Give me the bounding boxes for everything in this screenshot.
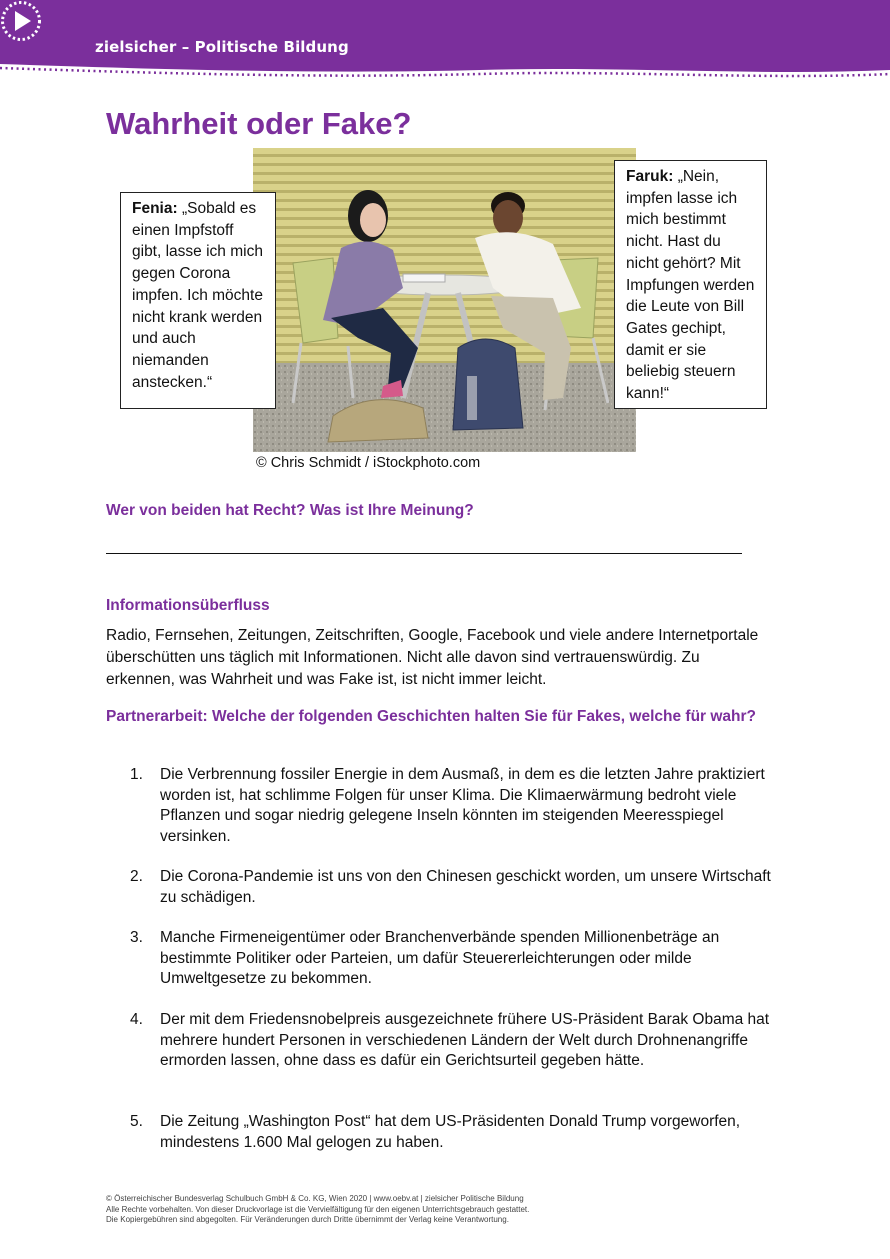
conversation-photo xyxy=(253,148,636,452)
header-banner xyxy=(0,0,890,82)
play-icon xyxy=(0,0,42,42)
speech-bubble-faruk xyxy=(614,160,767,409)
question-opinion: Wer von beiden hat Recht? Was ist Ihre Meinung? xyxy=(106,502,474,519)
list-text: Manche Firmeneigentümer oder Branchenverbände spenden Millionenbeträge an bestimmte Politiker oder Parteien, um dafür Steuererleichterungen oder milde Umweltgesetze zu bekommen. xyxy=(160,929,720,987)
list-text: Die Zeitung „Washington Post“ hat dem US-Präsidenten Donald Trump vorgeworfen, mindestens 1.600 Mal gelogen zu haben. xyxy=(160,1113,741,1151)
answer-line[interactable] xyxy=(106,553,742,554)
photo-credit: © Chris Schmidt / iStockphoto.com xyxy=(256,455,481,471)
list-text: Die Corona-Pandemie ist uns von den Chinesen geschickt worden, um unsere Wirtschaft zu schädigen. xyxy=(160,868,771,906)
information-paragraph: Radio, Fernsehen, Zeitungen, Zeitschriften, Google, Facebook und viele andere Internetportale überschütten uns täglich mit Informationen. Nicht alle davon sind vertrauenswürdig. Zu erkennen, was Wahrheit und was Fake ist, ist nicht immer leicht. xyxy=(106,627,759,688)
footer-copyright xyxy=(106,1194,529,1226)
speaker-name: Faruk: xyxy=(626,168,674,185)
footer-line: © Österreichischer Bundesverlag Schulbuch GmbH & Co. KG, Wien 2020 | www.oebv.at | zielsicher Politische Bildung xyxy=(106,1194,524,1203)
list-number: 3. xyxy=(130,929,143,946)
list-number: 4. xyxy=(130,1011,143,1028)
brand-name: zielsicher – Politische Bildung xyxy=(95,38,349,56)
footer-line: Die Kopiergebühren sind abgegolten. Für Veränderungen durch Dritte übernimmt der Verlag keine Verantwortung. xyxy=(106,1215,509,1224)
speaker-name: Fenia: xyxy=(132,200,178,217)
task-partner-work: Partnerarbeit: Welche der folgenden Geschichten halten Sie für Fakes, welche für wahr? xyxy=(106,708,757,725)
list-text: Die Verbrennung fossiler Energie in dem Ausmaß, in dem es die letzten Jahre praktiziert worden ist, hat schlimme Folgen für unser Klima. Die Klimaerwärmung bedroht viele Pflanzen und sogar niedrig gelegene Inseln könnten im steigenden Meeresspiegel versinken. xyxy=(160,766,765,845)
speech-text: „Sobald es einen Impfstoff gibt, lasse ich mich gegen Corona impfen. Ich möchte nicht krank werden und auch niemanden anstecken.“ xyxy=(132,200,263,391)
list-number: 5. xyxy=(130,1113,143,1130)
list-number: 2. xyxy=(130,868,143,885)
speech-bubble-fenia xyxy=(120,192,276,409)
speech-text: „Nein, impfen lasse ich mich bestimmt nicht. Hast du nicht gehört? Mit Impfungen werden die Leute von Bill Gates gechipt, damit er sie beliebig steuern kann!“ xyxy=(626,168,755,403)
list-text: Der mit dem Friedensnobelpreis ausgezeichnete frühere US-Präsident Barak Obama hat mehrere hundert Personen in verschiedenen Ländern der Welt durch Drohnenangriffe ermorden lassen, ohne dass es dafür ein Gerichtsurteil gegeben hätte. xyxy=(160,1011,770,1069)
list-number: 1. xyxy=(130,766,143,783)
section-heading-information: Informationsüberfluss xyxy=(106,597,270,614)
page-title: Wahrheit oder Fake? xyxy=(106,106,412,141)
footer-line: Alle Rechte vorbehalten. Von dieser Druckvorlage ist die Vervielfältigung für den eigenen Unterrichtsgebrauch gestattet. xyxy=(106,1204,530,1214)
